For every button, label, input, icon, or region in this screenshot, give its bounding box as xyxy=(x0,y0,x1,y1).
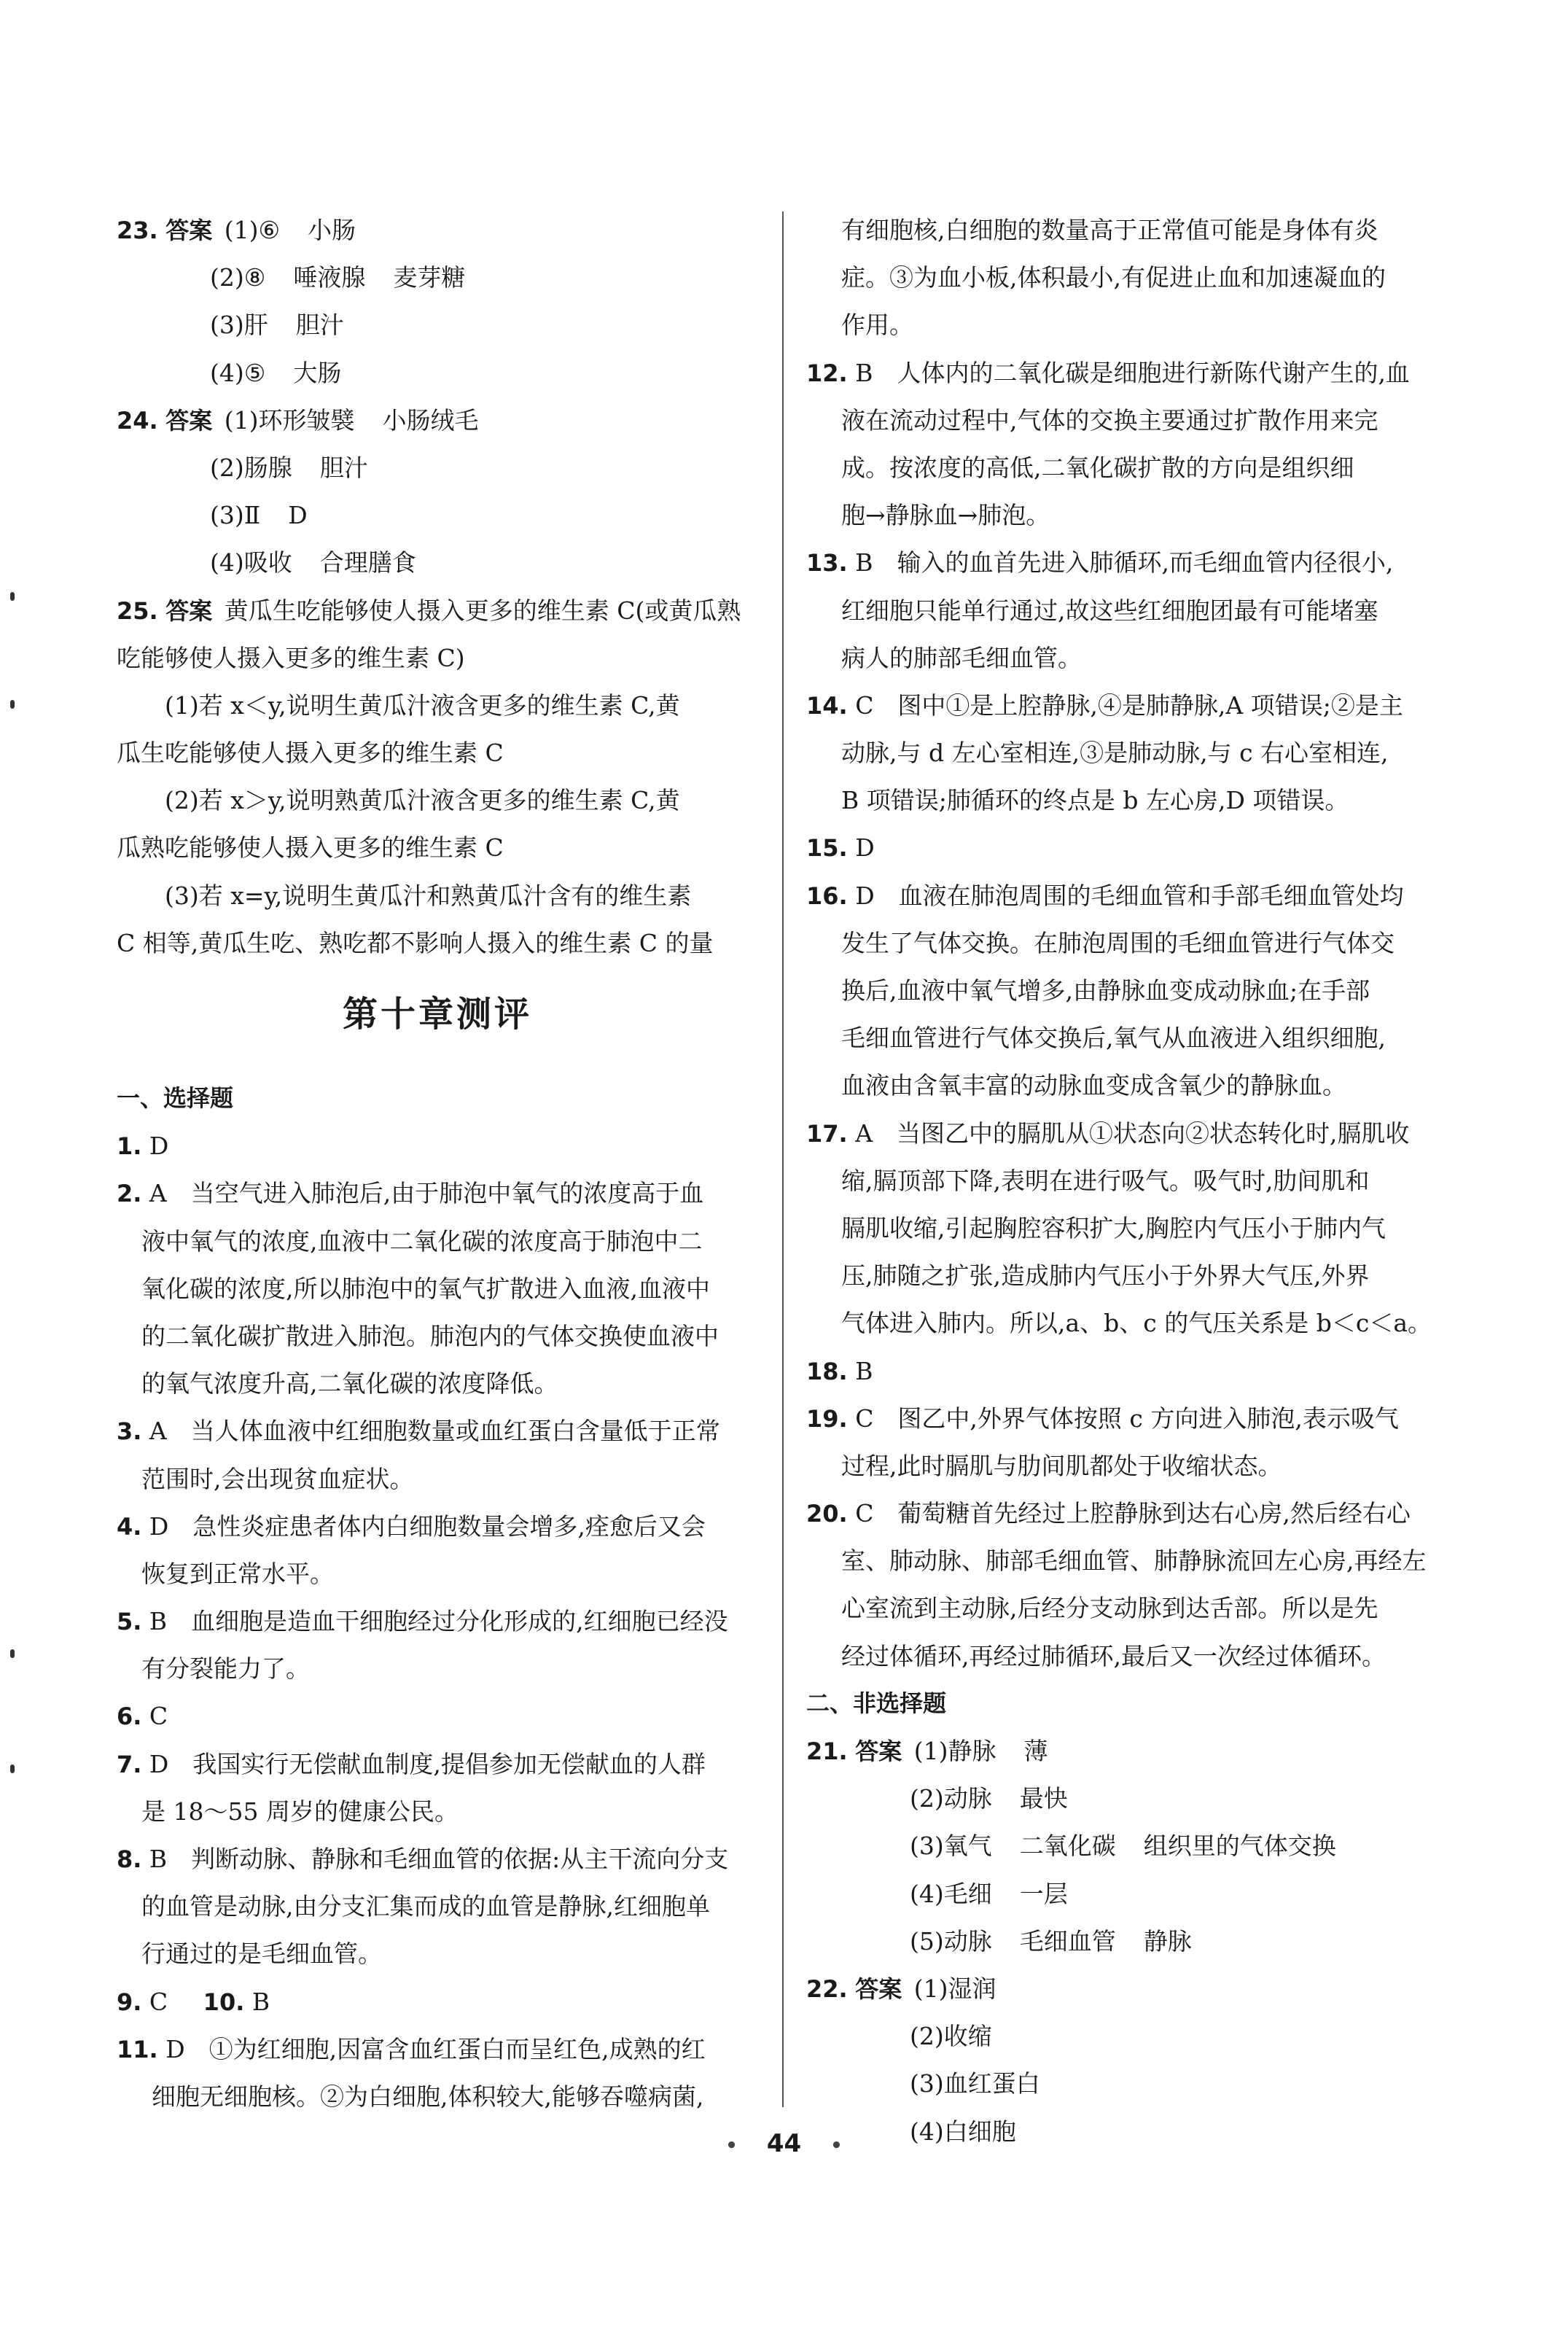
question-number: 10. xyxy=(203,1988,245,2016)
answer-text: 缩,膈顶部下降,表明在进行吸气。吸气时,肋间肌和 xyxy=(841,1166,1370,1195)
answer-text: 瓜熟吃能够使人摄入更多的维生素 C xyxy=(117,833,504,863)
answer-text: D ①为红细胞,因富含血红蛋白而呈红色,成熟的红 xyxy=(165,2034,706,2063)
answer-text: 胞→静脉血→肺泡。 xyxy=(841,501,1050,530)
answer-19-line xyxy=(806,1395,1462,1442)
answer-9-10-line xyxy=(117,1978,758,2025)
answer-14-line xyxy=(806,682,1462,729)
answer-15-line xyxy=(806,824,1462,871)
answer-text: 发生了气体交换。在肺泡周围的毛细血管进行气体交 xyxy=(841,928,1395,957)
answer-12-line xyxy=(806,349,1462,397)
answer-text: 的二氧化碳扩散进入肺泡。肺泡内的气体交换使血液中 xyxy=(141,1321,719,1350)
answer-text-line xyxy=(806,729,1462,777)
answer-text-line xyxy=(117,1265,758,1312)
answer-text: 成。按浓度的高低,二氧化碳扩散的方向是组织细 xyxy=(841,453,1354,482)
answer-21-sub xyxy=(806,1870,1462,1918)
answer-text: 行通过的是毛细血管。 xyxy=(141,1939,382,1969)
answer-text: 的氧气浓度升高,二氧化碳的浓度降低。 xyxy=(141,1369,558,1398)
answer-22-sub xyxy=(806,2060,1462,2107)
answer-text-line xyxy=(117,777,758,824)
answer-text: B xyxy=(251,1987,270,2016)
answer-text: B 人体内的二氧化碳是细胞进行新陈代谢产生的,血 xyxy=(855,358,1410,387)
answer-part: 唾液腺 xyxy=(293,263,366,292)
answer-text: B 判断动脉、静脉和毛细血管的依据:从主干流向分支 xyxy=(149,1845,729,1873)
answer-text: 有分裂能力了。 xyxy=(141,1654,310,1684)
answer-text-line xyxy=(806,397,1462,444)
answer-part: 大肠 xyxy=(293,358,342,387)
answer-text: 经过体循环,再经过肺循环,最后又一次经过体循环。 xyxy=(841,1641,1386,1670)
answer-text: C 葡萄糖首先经过上腔静脉到达右心房,然后经右心 xyxy=(855,1499,1411,1528)
answer-23-sub xyxy=(117,301,758,349)
left-column xyxy=(117,206,758,2120)
answer-text-line xyxy=(806,1633,1462,1680)
answer-part: 胆汁 xyxy=(319,453,368,482)
answer-11-line xyxy=(117,2025,758,2073)
answer-23-sub xyxy=(117,349,758,397)
answer-text-line xyxy=(806,967,1462,1014)
answer-4-line xyxy=(117,1503,758,1550)
answer-17-line xyxy=(806,1110,1462,1157)
question-number: 15. xyxy=(806,834,848,863)
answer-part: (4)白细胞 xyxy=(910,2117,1016,2146)
answer-text-line xyxy=(117,1883,758,1930)
answer-part: (4)吸收 xyxy=(210,548,292,577)
answer-part: 小肠绒毛 xyxy=(382,405,479,435)
question-number: 21. xyxy=(806,1737,848,1765)
answer-text-line xyxy=(806,634,1462,682)
answer-label: 答案 xyxy=(165,406,213,435)
question-number: 16. xyxy=(806,882,848,910)
answer-text-line xyxy=(806,1205,1462,1252)
answer-22-sub xyxy=(806,2012,1462,2060)
answer-text-line xyxy=(806,444,1462,491)
answer-text: B 项错误;肺循环的终点是 b 左心房,D 项错误。 xyxy=(841,786,1349,815)
answer-text: B 血细胞是造血干细胞经过分化形成的,红细胞已经没 xyxy=(149,1607,728,1636)
answer-text: 换后,血液中氧气增多,由静脉血变成动脉血;在手部 xyxy=(841,976,1370,1005)
answer-part: (3)血红蛋白 xyxy=(910,2069,1040,2098)
question-number: 18. xyxy=(806,1357,848,1385)
answer-part: (3)Ⅱ xyxy=(210,501,261,530)
answer-part: 合理膳食 xyxy=(319,548,416,577)
answer-text: A 当图乙中的膈肌从①状态向②状态转化时,膈肌收 xyxy=(855,1118,1410,1148)
answer-text-line xyxy=(806,301,1462,349)
answer-text-line xyxy=(806,1157,1462,1205)
answer-part: (3)肝 xyxy=(210,311,268,340)
answer-23-line xyxy=(117,206,758,254)
answer-text: D 血液在肺泡周围的毛细血管和手部毛细血管处均 xyxy=(855,881,1404,910)
question-number: 6. xyxy=(117,1702,142,1731)
answer-21-sub xyxy=(806,1918,1462,1965)
answer-24-sub xyxy=(117,491,758,539)
answer-text-line xyxy=(117,1930,758,1977)
answer-part: (2)⑧ xyxy=(210,263,266,292)
answer-part: 最快 xyxy=(1019,1784,1068,1813)
answer-text: 氧化碳的浓度,所以肺泡中的氧气扩散进入血液,血液中 xyxy=(141,1274,710,1303)
answer-5-line xyxy=(117,1598,758,1645)
answer-text: 吃能够使人摄入更多的维生素 C) xyxy=(117,643,465,672)
answer-text-line xyxy=(117,1455,758,1503)
answer-part: (2)肠腺 xyxy=(210,453,292,482)
answer-part: (1)⑥ xyxy=(224,216,281,244)
question-number: 8. xyxy=(117,1845,142,1873)
answer-part: (5)动脉 xyxy=(910,1926,992,1956)
answer-text: D xyxy=(149,1132,169,1161)
answer-text: 动脉,与 d 左心室相连,③是肺动脉,与 c 右心室相连, xyxy=(841,739,1389,768)
answer-2-line xyxy=(117,1170,758,1217)
answer-text: C xyxy=(149,1987,168,2016)
column-divider xyxy=(782,211,784,2107)
answer-22-line xyxy=(806,1965,1462,2012)
answer-text: 红细胞只能单行通过,故这些红细胞团最有可能堵塞 xyxy=(841,596,1378,625)
answer-text-line xyxy=(117,729,758,777)
answer-1-line xyxy=(117,1122,758,1170)
answer-part: (2)动脉 xyxy=(910,1784,992,1813)
question-number: 20. xyxy=(806,1500,848,1528)
page-number: 44 xyxy=(766,2129,802,2158)
question-number: 23. xyxy=(117,217,158,244)
answer-text: (1)若 x＜y,说明生黄瓜汁液含更多的维生素 C,黄 xyxy=(165,690,680,720)
answer-text-line xyxy=(806,1299,1462,1347)
answer-part: 毛细血管 xyxy=(1019,1926,1116,1956)
answer-label: 答案 xyxy=(855,1737,902,1765)
answer-text: 瓜生吃能够使人摄入更多的维生素 C xyxy=(117,739,504,768)
question-number: 2. xyxy=(117,1180,142,1208)
answer-text-line xyxy=(806,1252,1462,1299)
answer-text: B xyxy=(855,1356,873,1385)
answer-text: D 急性炎症患者体内白细胞数量会增多,痊愈后又会 xyxy=(149,1511,706,1541)
answer-text-line xyxy=(117,682,758,729)
answer-text: 范围时,会出现贫血症状。 xyxy=(141,1464,414,1493)
answer-text: 毛细血管进行气体交换后,氧气从血液进入组织细胞, xyxy=(841,1024,1386,1053)
question-number: 17. xyxy=(806,1119,848,1148)
answer-text: 过程,此时膈肌与肋间肌都处于收缩状态。 xyxy=(841,1451,1282,1480)
question-number: 14. xyxy=(806,691,848,720)
answer-text: (2)若 x＞y,说明熟黄瓜汁液含更多的维生素 C,黄 xyxy=(165,786,680,815)
scan-mark xyxy=(10,1764,15,1773)
answer-16-line xyxy=(806,872,1462,919)
answer-6-line xyxy=(117,1692,758,1740)
answer-8-line xyxy=(117,1835,758,1883)
answer-part: (4)⑤ xyxy=(210,358,266,387)
answer-text-line xyxy=(117,1788,758,1835)
answer-25-line xyxy=(117,587,758,634)
answer-text: 血液由含氧丰富的动脉血变成含氧少的静脉血。 xyxy=(841,1071,1346,1100)
answer-18-line xyxy=(806,1347,1462,1395)
answer-text-line xyxy=(117,1312,758,1360)
answer-13-line xyxy=(806,539,1462,586)
question-number: 11. xyxy=(117,2035,158,2063)
answer-part: 二氧化碳 xyxy=(1019,1832,1116,1861)
answer-text: A 当空气进入肺泡后,由于肺泡中氧气的浓度高于血 xyxy=(149,1179,704,1208)
answer-text-line xyxy=(806,206,1462,254)
answer-part: (1)湿润 xyxy=(913,1974,996,2003)
answer-part: 静脉 xyxy=(1143,1926,1192,1956)
answer-text-line xyxy=(806,254,1462,301)
answer-text: C 相等,黄瓜生吃、熟吃都不影响人摄入的维生素 C 的量 xyxy=(117,928,714,957)
answer-part: 麦芽糖 xyxy=(393,263,466,292)
answer-text-line xyxy=(806,587,1462,634)
answer-text: 作用。 xyxy=(841,311,913,340)
answer-text: 室、肺动脉、肺部毛细血管、肺静脉流回左心房,再经左 xyxy=(841,1546,1427,1576)
question-number: 9. xyxy=(117,1988,142,2016)
answer-text: 细胞无细胞核。②为白细胞,体积较大,能够吞噬病菌, xyxy=(152,2082,704,2111)
question-number: 19. xyxy=(806,1404,848,1433)
answer-text-line xyxy=(806,919,1462,967)
answer-text-line xyxy=(117,1360,758,1407)
answer-text: D xyxy=(855,833,875,863)
answer-24-line xyxy=(117,397,758,444)
answer-7-line xyxy=(117,1740,758,1788)
answer-part: 一层 xyxy=(1019,1879,1068,1908)
answer-text-line xyxy=(117,1550,758,1598)
scan-mark xyxy=(10,1649,15,1658)
answer-text-line xyxy=(806,777,1462,824)
answer-part: 组织里的气体交换 xyxy=(1143,1832,1336,1861)
answer-part: 胆汁 xyxy=(295,311,344,340)
answer-text: 病人的肺部毛细血管。 xyxy=(841,643,1082,672)
scan-mark xyxy=(10,592,15,601)
answer-text: 膈肌收缩,引起胸腔容积扩大,胸腔内气压小于肺内气 xyxy=(841,1213,1386,1242)
answer-text: 恢复到正常水平。 xyxy=(141,1559,334,1588)
answer-part: (2)收缩 xyxy=(910,2022,992,2051)
answer-24-sub xyxy=(117,539,758,586)
answer-text: 气体进入肺内。所以,a、b、c 的气压关系是 b＜c＜a。 xyxy=(841,1309,1432,1338)
question-number: 3. xyxy=(117,1417,142,1446)
answer-text: 液中氧气的浓度,血液中二氧化碳的浓度高于肺泡中二 xyxy=(141,1226,703,1256)
answer-text: A 当人体血液中红细胞数量或血红蛋白含量低于正常 xyxy=(149,1417,720,1446)
question-number: 25. xyxy=(117,596,158,625)
answer-text: C 图中①是上腔静脉,④是肺静脉,A 项错误;②是主 xyxy=(855,690,1403,720)
answer-text: 黄瓜生吃能够使人摄入更多的维生素 C(或黄瓜熟 xyxy=(224,596,741,625)
answer-text-line xyxy=(117,1218,758,1265)
question-number: 22. xyxy=(806,1974,848,2003)
answer-text: D 我国实行无偿献血制度,提倡参加无偿献血的人群 xyxy=(149,1749,706,1778)
answer-text: (3)若 x=y,说明生黄瓜汁和熟黄瓜汁含有的维生素 xyxy=(165,881,692,910)
answer-text-line xyxy=(117,872,758,919)
answer-24-sub xyxy=(117,444,758,491)
answer-21-line xyxy=(806,1727,1462,1775)
answer-part: (1)环形皱襞 xyxy=(224,405,355,435)
question-number: 4. xyxy=(117,1512,142,1541)
answer-text: 心室流到主动脉,后经分支动脉到达舌部。所以是先 xyxy=(841,1594,1378,1623)
answer-text: 有细胞核,白细胞的数量高于正常值可能是身体有炎 xyxy=(841,216,1378,244)
answer-text-line xyxy=(806,491,1462,539)
answer-text: 的血管是动脉,由分支汇集而成的血管是静脉,红细胞单 xyxy=(141,1892,710,1921)
question-number: 5. xyxy=(117,1608,142,1636)
footer-dot: • xyxy=(725,2135,738,2157)
answer-text: C 图乙中,外界气体按照 c 方向进入肺泡,表示吸气 xyxy=(855,1404,1399,1433)
answer-text: 液在流动过程中,气体的交换主要通过扩散作用来完 xyxy=(841,405,1378,435)
answer-3-line xyxy=(117,1407,758,1455)
answer-text: 症。③为血小板,体积最小,有促进止血和加速凝血的 xyxy=(841,263,1386,292)
answer-part: (1)静脉 xyxy=(913,1737,996,1765)
chapter-title: 第十章测评 xyxy=(342,994,532,1035)
answer-23-sub xyxy=(117,254,758,301)
answer-text: 压,肺随之扩张,造成肺内气压小于外界大气压,外界 xyxy=(841,1261,1370,1291)
answer-part: (4)毛细 xyxy=(910,1879,992,1908)
answer-part: 薄 xyxy=(1023,1737,1048,1765)
answer-text-line xyxy=(806,1014,1462,1062)
answer-text-line xyxy=(117,824,758,871)
answer-label: 答案 xyxy=(165,596,213,625)
answer-21-sub xyxy=(806,1775,1462,1822)
answer-text: 是 18～55 周岁的健康公民。 xyxy=(141,1797,459,1826)
question-number: 24. xyxy=(117,406,158,435)
scan-mark xyxy=(10,700,15,709)
page-footer xyxy=(0,2129,1568,2158)
answer-part: 小肠 xyxy=(308,216,356,244)
answer-text-line xyxy=(806,1584,1462,1632)
answer-text-line xyxy=(806,1537,1462,1584)
answer-label: 答案 xyxy=(855,1974,902,2003)
answer-label: 答案 xyxy=(165,217,213,244)
right-column xyxy=(806,206,1462,2155)
answer-text-line xyxy=(806,1062,1462,1109)
answer-part: (3)氧气 xyxy=(910,1832,992,1861)
section-heading: 二、非选择题 xyxy=(806,1689,947,1717)
answer-text-line xyxy=(117,919,758,967)
answer-text: B 输入的血首先进入肺循环,而毛细血管内径很小, xyxy=(855,548,1394,577)
answer-text-line xyxy=(806,1442,1462,1490)
section-heading: 一、选择题 xyxy=(117,1084,234,1112)
answer-text-line xyxy=(117,2073,758,2120)
answer-20-line xyxy=(806,1490,1462,1537)
answer-21-sub xyxy=(806,1822,1462,1869)
answer-text-line xyxy=(117,634,758,682)
answer-text-line xyxy=(117,1645,758,1692)
question-number: 12. xyxy=(806,359,848,387)
question-number: 13. xyxy=(806,549,848,577)
question-number: 7. xyxy=(117,1750,142,1778)
answer-text: C xyxy=(149,1702,168,1731)
question-number: 1. xyxy=(117,1132,142,1161)
answer-part: D xyxy=(288,501,308,530)
footer-dot: • xyxy=(830,2135,843,2157)
